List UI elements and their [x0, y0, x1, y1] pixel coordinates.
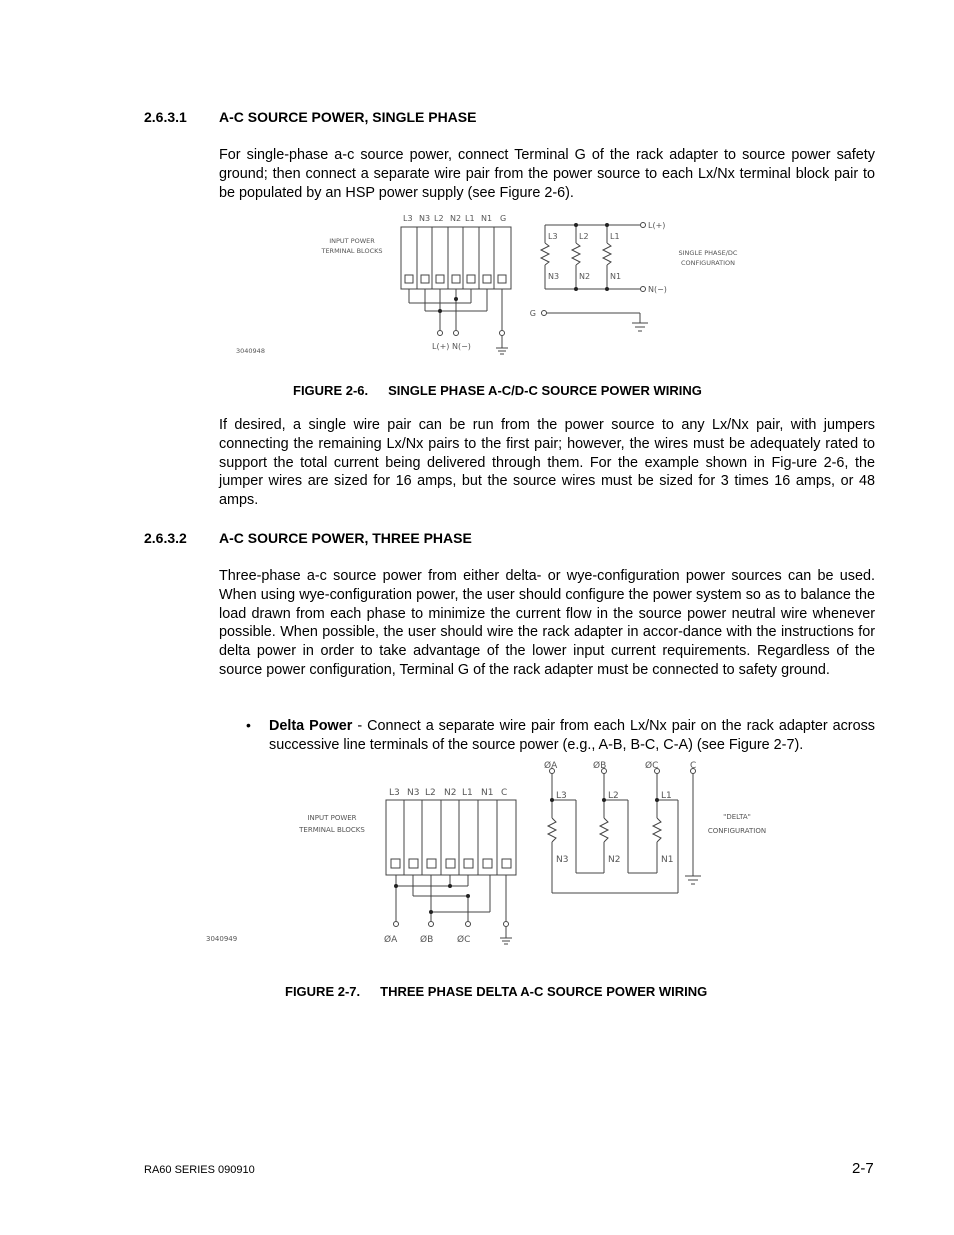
bottom-label: N(−) — [452, 342, 471, 351]
block-label: INPUT POWER — [307, 814, 357, 822]
bullet-delta-power — [269, 717, 875, 755]
figure-delta-wiring — [200, 758, 780, 953]
terminal-label: N3 — [407, 788, 420, 798]
config-label: CONFIGURATION — [707, 827, 767, 835]
terminal-label: N1 — [481, 788, 494, 798]
plus-label: L(+) — [648, 221, 666, 230]
load-label: N3 — [556, 855, 569, 865]
load-label: L2 — [579, 232, 589, 241]
bottom-label: ØC — [457, 935, 471, 945]
caption-number: FIGURE 2-7. — [285, 984, 361, 999]
section-title: A-C SOURCE POWER, THREE PHASE — [219, 530, 472, 546]
terminal-label: L3 — [389, 788, 400, 798]
load-label: N2 — [579, 272, 591, 281]
paragraph-jumpers: If desired, a single wire pair can be run from the power source to any Lx/Nx pair, with jumpers connecting the remaining Lx/Nx pairs to the first pair; however, the wires must be adequately rated to support the total current being delivered through them. For the example shown in Fig-ure 2-6, the jumper wires are sized for 16 amps, but the source wires must be sized for 3 times 16 amps, or 48 amps. — [219, 417, 875, 509]
load-label: L3 — [548, 232, 558, 241]
load-label: L3 — [556, 791, 567, 801]
config-label: CONFIGURATION — [680, 259, 736, 267]
terminal-label: N1 — [481, 214, 493, 223]
terminal-label: N2 — [444, 788, 457, 798]
load-label: L2 — [608, 791, 619, 801]
load-label: N1 — [661, 855, 674, 865]
phase-label: C — [690, 761, 697, 771]
caption-title: SINGLE PHASE A-C/D-C SOURCE POWER WIRING — [388, 383, 702, 398]
ground-label: G — [529, 309, 536, 318]
paragraph-single-phase: For single-phase a-c source power, connect Terminal G of the rack adapter to source power safety ground; then connect a separate wire pair from the power source to each Lx/Nx terminal block pair to be populated by an HSP power supply (see Figure 2-6). — [219, 147, 875, 201]
minus-label: N(−) — [648, 285, 667, 294]
drawing-id: 3040948 — [236, 347, 265, 355]
terminal-label: N3 — [419, 214, 431, 223]
bottom-label: ØA — [384, 935, 398, 945]
page-number: 2-7 — [852, 1160, 874, 1177]
bottom-label: L(+) — [432, 342, 450, 351]
terminal-label: L1 — [465, 214, 475, 223]
section-title: A-C SOURCE POWER, SINGLE PHASE — [219, 109, 477, 125]
load-label: N3 — [548, 272, 560, 281]
figure-caption — [293, 383, 702, 398]
bottom-label: ØB — [420, 935, 434, 945]
caption-title: THREE PHASE DELTA A-C SOURCE POWER WIRING — [380, 984, 708, 999]
bullet-text: - Connect a separate wire pair from each Lx/Nx pair on the rack adapter across successive line terminals of the source power (e.g., A-B, B-C, C-A) (see Figure 2-7). — [269, 718, 875, 753]
terminal-label: C — [501, 788, 508, 798]
config-label: "DELTA" — [723, 813, 751, 821]
load-label: L1 — [661, 791, 672, 801]
terminal-label: L2 — [434, 214, 444, 223]
load-label: N1 — [610, 272, 622, 281]
config-label: SINGLE PHASE/DC — [678, 249, 738, 257]
drawing-id: 3040949 — [206, 935, 238, 943]
footer-document-id: RA60 SERIES 090910 — [144, 1164, 255, 1176]
load-label: N2 — [608, 855, 621, 865]
caption-number: FIGURE 2-6. — [293, 383, 369, 398]
block-label: TERMINAL BLOCKS — [321, 247, 383, 255]
bullet-symbol: • — [246, 717, 251, 733]
terminal-label: G — [500, 214, 507, 223]
section-heading-single-phase — [144, 109, 644, 127]
paragraph-three-phase: Three-phase a-c source power from either delta- or wye-configuration power sources can be used. When using wye-configuration power, the user should configure the power system so as to balance the load drawn from each phase to minimize the current flow in the source power neutral wire whenever possible. When possible, the user should wire the rack adapter in accor-dance with the instructions for delta power in order to take advantage of the lower input current requirements. Regardless of the source power configuration, Terminal G of the rack adapter must be connected to safety ground. — [219, 568, 875, 678]
phase-label: ØA — [544, 761, 558, 771]
section-number: 2.6.3.1 — [144, 109, 187, 125]
figure-caption — [285, 984, 707, 999]
block-label: INPUT POWER — [329, 237, 375, 245]
block-label: TERMINAL BLOCKS — [299, 826, 365, 834]
section-heading-three-phase — [144, 530, 644, 548]
terminal-label: L2 — [425, 788, 436, 798]
load-label: L1 — [610, 232, 620, 241]
phase-label: ØC — [645, 761, 659, 771]
bullet-lead: Delta Power — [269, 718, 353, 734]
terminal-label: N2 — [450, 214, 462, 223]
phase-label: ØB — [593, 761, 607, 771]
terminal-label: L3 — [403, 214, 413, 223]
figure-single-phase-wiring — [230, 205, 738, 365]
section-number: 2.6.3.2 — [144, 530, 187, 546]
terminal-label: L1 — [462, 788, 473, 798]
